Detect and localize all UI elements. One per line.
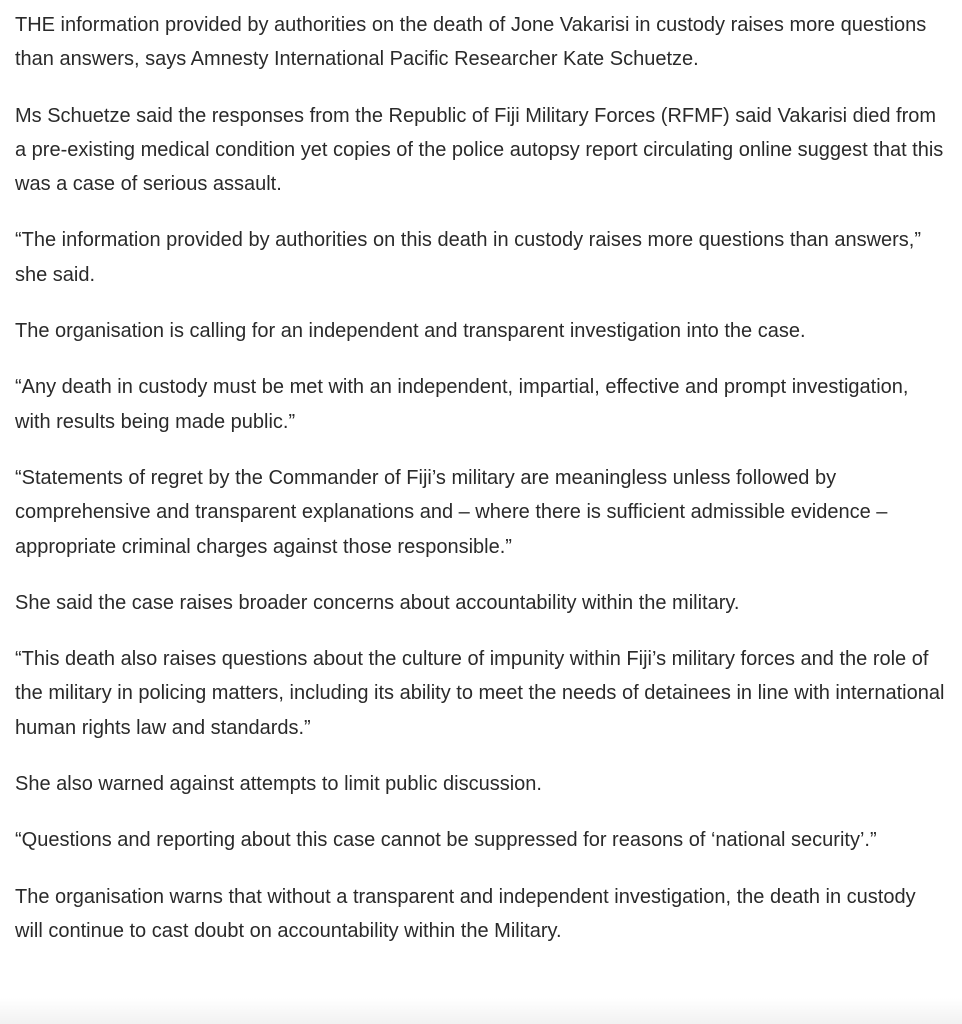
paragraph-quote-regret: “Statements of regret by the Commander of Fiji’s military are meaningless unless followed by comprehensive and transparent explanations and – where there is sufficient admissible evidence – appropriate criminal charges against those responsible.” (15, 466, 888, 558)
paragraph-rfmf-response: Ms Schuetze said the responses from the Republic of Fiji Military Forces (RFMF) said Vakarisi died from a pre-existing medical condition yet copies of the police autopsy report circulating online suggest that this was a case of serious assault. (15, 104, 944, 196)
paragraph-quote-impunity: “This death also raises questions about the culture of impunity within Fiji’s military forces and the role of the military in policing matters, including its ability to meet the needs of detainees in line with international human rights law and standards.” (15, 648, 945, 739)
paragraph-broader-concerns: She said the case raises broader concerns about accountability within the military. (15, 591, 740, 614)
paragraph-call-investigation: The organisation is calling for an independent and transparent investigation into the case. (15, 320, 806, 343)
paragraph-quote-security: “Questions and reporting about this case cannot be suppressed for reasons of ‘national security’.” (15, 829, 877, 852)
bottom-fade (0, 998, 962, 1024)
paragraph-quote-questions: “The information provided by authorities on this death in custody raises more questions than answers,” she said. (15, 229, 922, 286)
paragraph-quote-custody: “Any death in custody must be met with an independent, impartial, effective and prompt investigation, with results being made public.” (15, 376, 909, 433)
paragraph-warning: She also warned against attempts to limit public discussion. (15, 773, 542, 796)
paragraph-intro: THE information provided by authorities on the death of Jone Vakarisi in custody raises more questions than answers, says Amnesty International Pacific Researcher Kate Schuetze. (15, 14, 927, 71)
paragraph-conclusion: The organisation warns that without a transparent and independent investigation, the death in custody will continue to cast doubt on accountability within the Military. (15, 885, 916, 942)
